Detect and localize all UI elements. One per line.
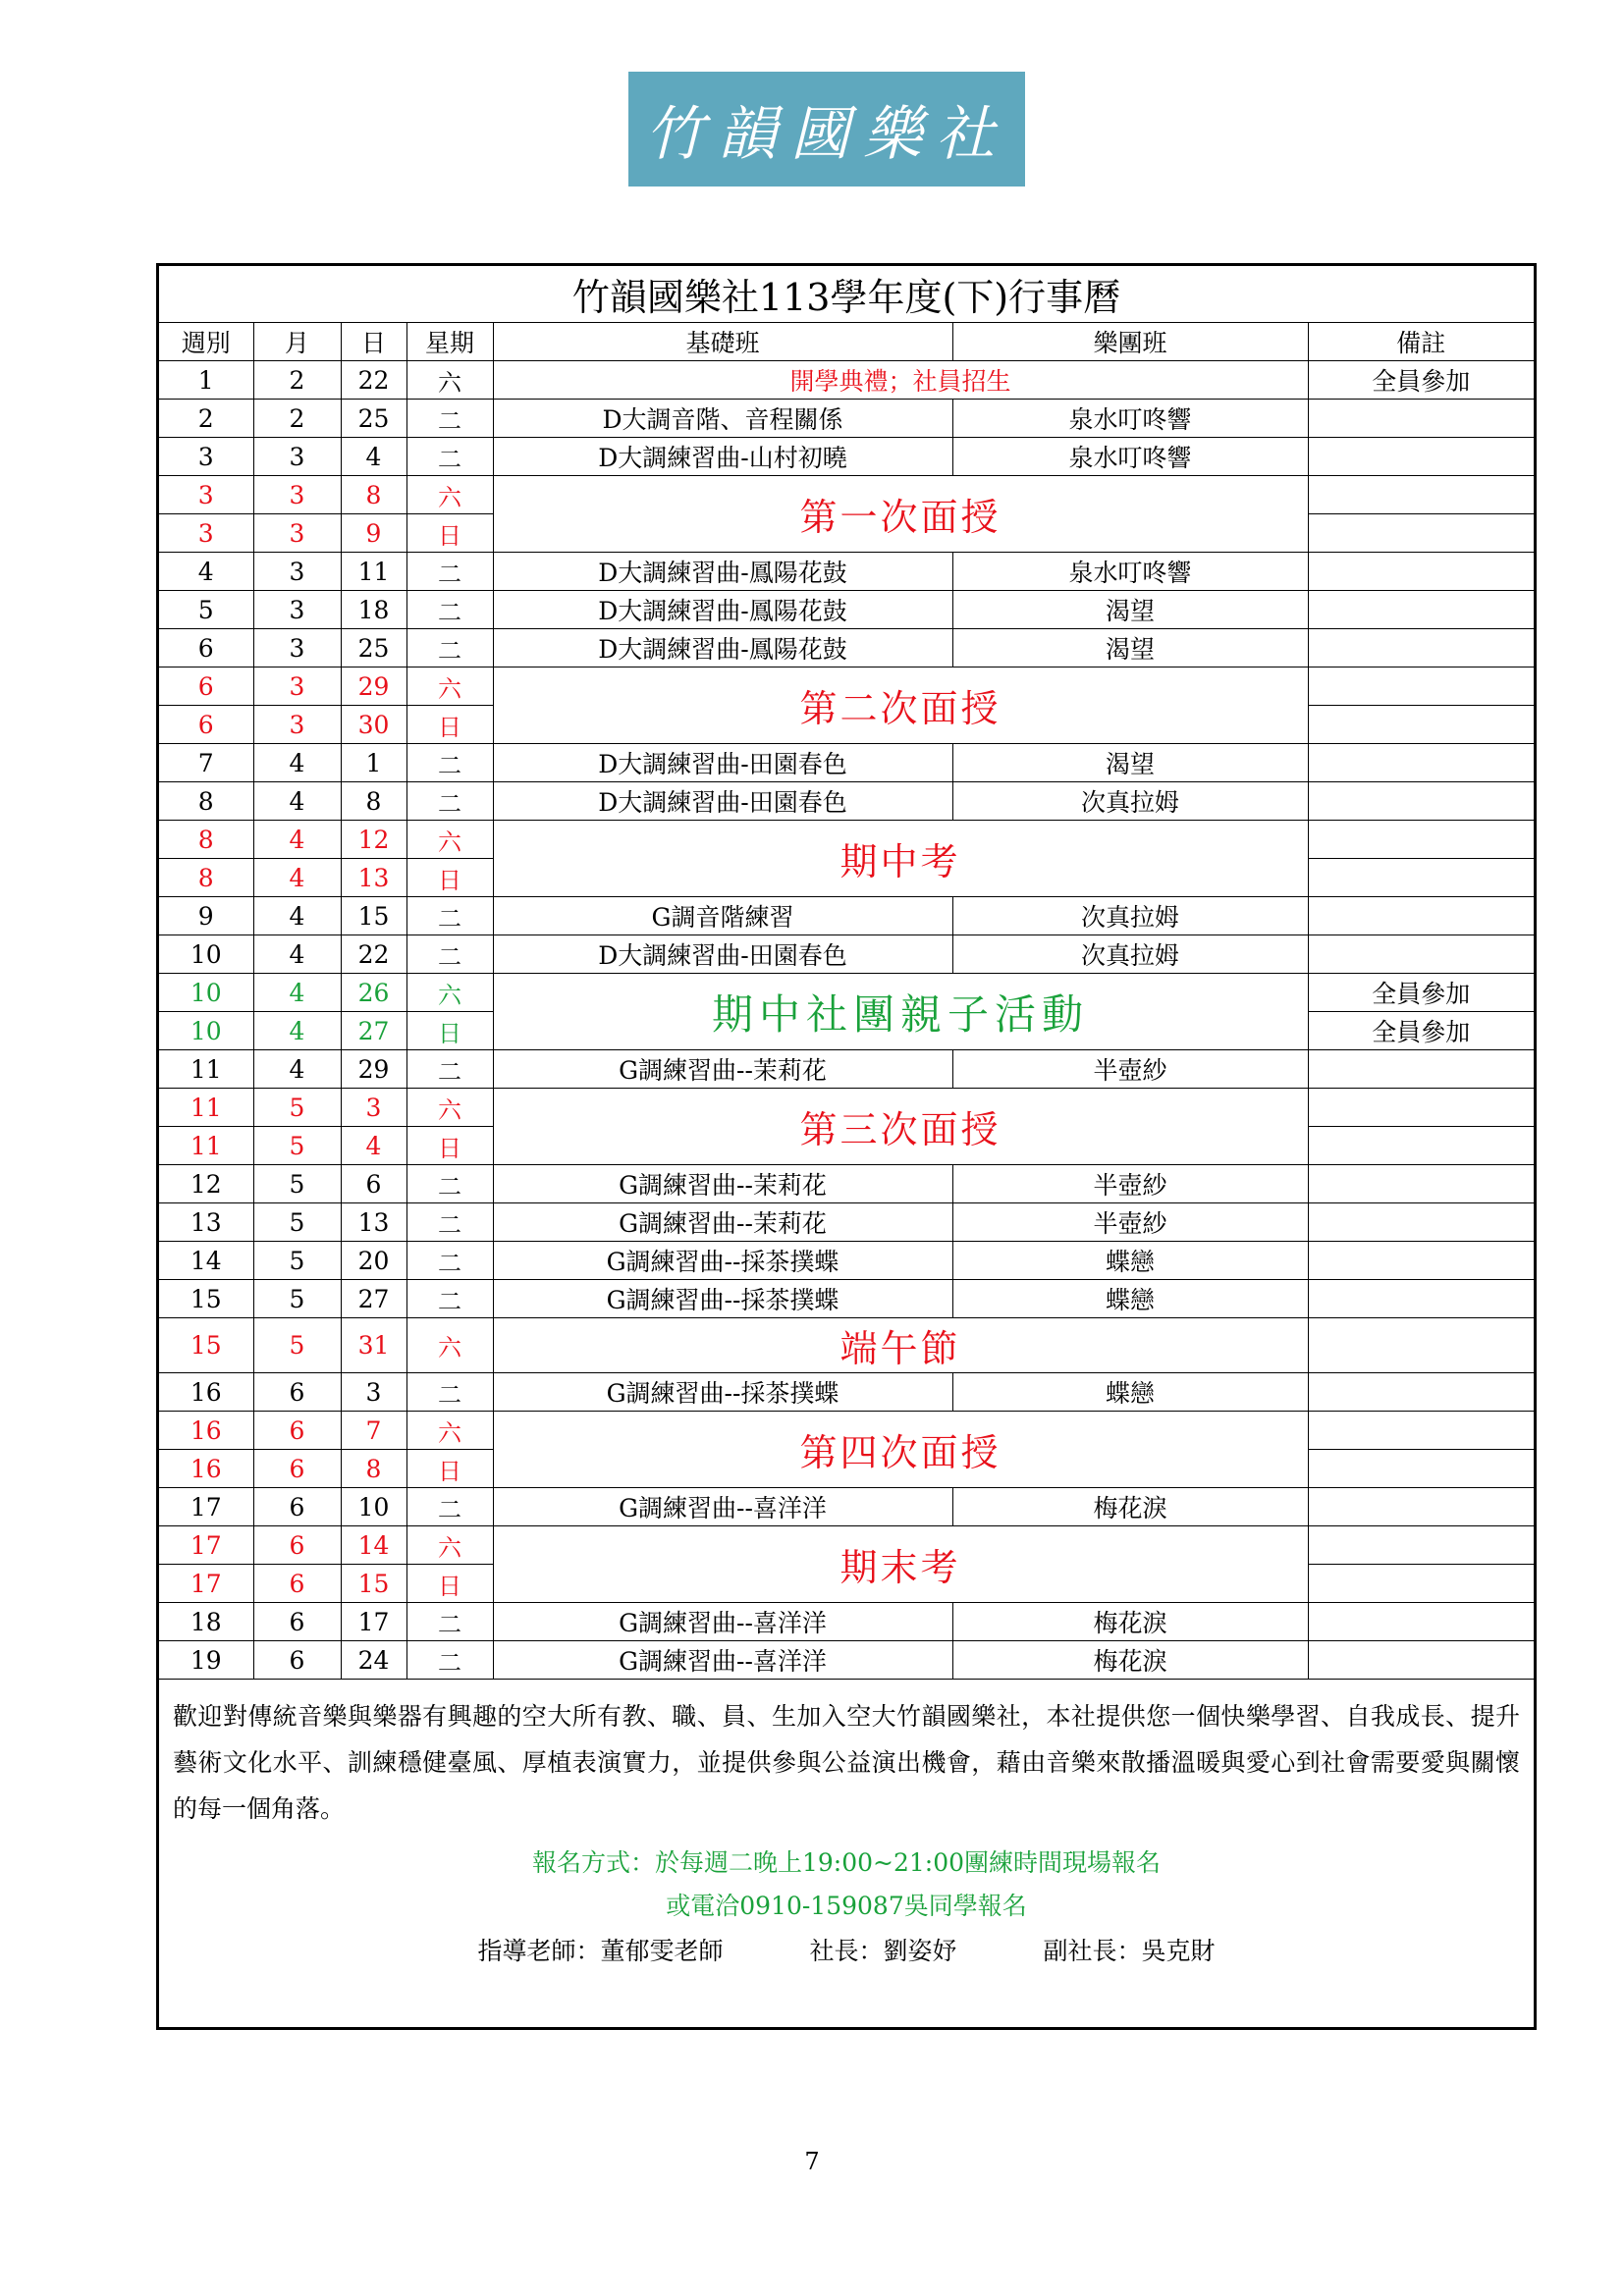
day-cell: 31 xyxy=(341,1318,406,1373)
week-cell: 13 xyxy=(159,1203,253,1242)
note-cell xyxy=(1308,1641,1534,1680)
table-row xyxy=(159,1089,1534,1127)
table-row xyxy=(159,667,1534,706)
day-cell: 10 xyxy=(341,1488,406,1526)
table-row xyxy=(159,782,1534,821)
vice-president: 副社長：吳克財 xyxy=(1043,1937,1216,1965)
table-row xyxy=(159,1373,1534,1412)
band-class-cell: 次真拉姆 xyxy=(952,935,1308,974)
week-cell: 3 xyxy=(159,438,253,476)
signup-method: 報名方式：於每週二晚上19:00~21:00團練時間現場報名 xyxy=(531,1848,1162,1877)
month-cell: 4 xyxy=(253,974,341,1012)
week-cell: 15 xyxy=(159,1280,253,1318)
day-cell: 25 xyxy=(341,400,406,438)
note-cell xyxy=(1308,1603,1534,1641)
table-row xyxy=(159,629,1534,667)
basic-class-cell: G調練習曲--採茶撲蝶 xyxy=(493,1373,952,1412)
basic-class-cell: G調練習曲--茉莉花 xyxy=(493,1050,952,1089)
club-logo xyxy=(628,72,1025,187)
note-cell xyxy=(1308,1203,1534,1242)
day-cell: 7 xyxy=(341,1412,406,1450)
week-cell: 1 xyxy=(159,361,253,400)
band-class-cell: 泉水叮咚響 xyxy=(952,438,1308,476)
basic-class-cell: G調音階練習 xyxy=(493,897,952,935)
month-cell: 6 xyxy=(253,1412,341,1450)
day-cell: 3 xyxy=(341,1373,406,1412)
table-row xyxy=(159,1641,1534,1680)
weekday-cell: 二 xyxy=(406,591,493,629)
weekday-cell: 日 xyxy=(406,1012,493,1050)
table-row xyxy=(159,935,1534,974)
band-class-cell: 半壺紗 xyxy=(952,1050,1308,1089)
basic-class-cell: G調練習曲--喜洋洋 xyxy=(493,1488,952,1526)
month-cell: 5 xyxy=(253,1089,341,1127)
day-cell: 4 xyxy=(341,1127,406,1165)
page-number: 7 xyxy=(804,2148,820,2175)
week-cell: 8 xyxy=(159,859,253,897)
weekday-cell: 日 xyxy=(406,706,493,744)
basic-class-cell: D大調練習曲-鳳陽花鼓 xyxy=(493,553,952,591)
weekday-cell: 六 xyxy=(406,361,493,400)
weekday-cell: 日 xyxy=(406,1127,493,1165)
month-cell: 3 xyxy=(253,476,341,514)
note-cell xyxy=(1308,1450,1534,1488)
month-cell: 6 xyxy=(253,1488,341,1526)
month-cell: 4 xyxy=(253,897,341,935)
month-cell: 2 xyxy=(253,361,341,400)
band-class-cell: 半壺紗 xyxy=(952,1165,1308,1203)
note-cell xyxy=(1308,629,1534,667)
week-cell: 6 xyxy=(159,629,253,667)
band-class-cell: 泉水叮咚響 xyxy=(952,553,1308,591)
table-row xyxy=(159,591,1534,629)
day-cell: 13 xyxy=(341,1203,406,1242)
week-cell: 3 xyxy=(159,514,253,553)
day-cell: 11 xyxy=(341,553,406,591)
band-class-cell: 次真拉姆 xyxy=(952,897,1308,935)
month-cell: 6 xyxy=(253,1526,341,1565)
month-cell: 4 xyxy=(253,935,341,974)
day-cell: 15 xyxy=(341,1565,406,1603)
day-cell: 14 xyxy=(341,1526,406,1565)
day-cell: 8 xyxy=(341,782,406,821)
table-row xyxy=(159,1603,1534,1641)
basic-class-cell: G調練習曲--喜洋洋 xyxy=(493,1603,952,1641)
day-cell: 22 xyxy=(341,935,406,974)
note-cell xyxy=(1308,1242,1534,1280)
day-cell: 17 xyxy=(341,1603,406,1641)
table-row xyxy=(159,821,1534,859)
event-cell: 第一次面授 xyxy=(493,476,1308,553)
month-cell: 3 xyxy=(253,667,341,706)
weekday-cell: 二 xyxy=(406,935,493,974)
event-cell: 開學典禮；社員招生 xyxy=(493,361,1308,400)
weekday-cell: 二 xyxy=(406,1603,493,1641)
month-cell: 5 xyxy=(253,1280,341,1318)
month-cell: 6 xyxy=(253,1450,341,1488)
table-row xyxy=(159,400,1534,438)
note-cell xyxy=(1308,1373,1534,1412)
month-cell: 5 xyxy=(253,1127,341,1165)
weekday-cell: 二 xyxy=(406,400,493,438)
month-cell: 4 xyxy=(253,1012,341,1050)
table-row xyxy=(159,1488,1534,1526)
header-week: 週別 xyxy=(159,323,253,361)
day-cell: 30 xyxy=(341,706,406,744)
note-cell xyxy=(1308,400,1534,438)
logo-text: 竹韻國樂社 xyxy=(645,99,1008,169)
table-row xyxy=(159,1203,1534,1242)
note-cell xyxy=(1308,1089,1534,1127)
header-band-class: 樂團班 xyxy=(952,323,1308,361)
basic-class-cell: D大調練習曲-田園春色 xyxy=(493,744,952,782)
president: 社長：劉姿妤 xyxy=(809,1937,957,1965)
day-cell: 22 xyxy=(341,361,406,400)
band-class-cell: 梅花淚 xyxy=(952,1603,1308,1641)
weekday-cell: 二 xyxy=(406,438,493,476)
basic-class-cell: G調練習曲--喜洋洋 xyxy=(493,1641,952,1680)
note-cell xyxy=(1308,935,1534,974)
week-cell: 16 xyxy=(159,1373,253,1412)
band-class-cell: 泉水叮咚響 xyxy=(952,400,1308,438)
week-cell: 17 xyxy=(159,1488,253,1526)
week-cell: 10 xyxy=(159,974,253,1012)
week-cell: 11 xyxy=(159,1089,253,1127)
week-cell: 2 xyxy=(159,400,253,438)
month-cell: 2 xyxy=(253,400,341,438)
table-row xyxy=(159,1318,1534,1373)
month-cell: 3 xyxy=(253,591,341,629)
month-cell: 5 xyxy=(253,1318,341,1373)
week-cell: 3 xyxy=(159,476,253,514)
calendar-rows xyxy=(159,361,1534,1680)
note-cell xyxy=(1308,476,1534,514)
day-cell: 20 xyxy=(341,1242,406,1280)
basic-class-cell: D大調練習曲-田園春色 xyxy=(493,782,952,821)
note-cell xyxy=(1308,782,1534,821)
month-cell: 6 xyxy=(253,1603,341,1641)
band-class-cell: 梅花淚 xyxy=(952,1488,1308,1526)
day-cell: 12 xyxy=(341,821,406,859)
weekday-cell: 二 xyxy=(406,1165,493,1203)
note-cell xyxy=(1308,1488,1534,1526)
basic-class-cell: D大調練習曲-山村初曉 xyxy=(493,438,952,476)
day-cell: 29 xyxy=(341,667,406,706)
table-row xyxy=(159,1165,1534,1203)
week-cell: 15 xyxy=(159,1318,253,1373)
weekday-cell: 二 xyxy=(406,1203,493,1242)
note-cell xyxy=(1308,1526,1534,1565)
month-cell: 5 xyxy=(253,1242,341,1280)
table-row xyxy=(159,744,1534,782)
band-class-cell: 半壺紗 xyxy=(952,1203,1308,1242)
header-month: 月 xyxy=(253,323,341,361)
month-cell: 4 xyxy=(253,821,341,859)
table-row xyxy=(159,974,1534,1012)
note-cell xyxy=(1308,706,1534,744)
day-cell: 18 xyxy=(341,591,406,629)
month-cell: 3 xyxy=(253,438,341,476)
calendar-title: 竹韻國樂社113學年度(下)行事曆 xyxy=(159,266,1534,323)
week-cell: 6 xyxy=(159,706,253,744)
teacher: 指導老師：董郁雯老師 xyxy=(477,1937,724,1965)
band-class-cell: 蝶戀 xyxy=(952,1280,1308,1318)
note-cell xyxy=(1308,667,1534,706)
weekday-cell: 六 xyxy=(406,476,493,514)
calendar-table xyxy=(159,266,1534,1680)
day-cell: 9 xyxy=(341,514,406,553)
signup-phone: 或電洽0910-159087吳同學報名 xyxy=(666,1892,1027,1920)
event-cell: 第二次面授 xyxy=(493,667,1308,744)
weekday-cell: 二 xyxy=(406,744,493,782)
basic-class-cell: G調練習曲--採茶撲蝶 xyxy=(493,1280,952,1318)
month-cell: 5 xyxy=(253,1165,341,1203)
month-cell: 3 xyxy=(253,629,341,667)
note-cell xyxy=(1308,553,1534,591)
note-cell: 全員參加 xyxy=(1308,1012,1534,1050)
note-cell xyxy=(1308,821,1534,859)
header-weekday: 星期 xyxy=(406,323,493,361)
basic-class-cell: D大調練習曲-鳳陽花鼓 xyxy=(493,629,952,667)
weekday-cell: 二 xyxy=(406,1050,493,1089)
weekday-cell: 六 xyxy=(406,1318,493,1373)
table-row xyxy=(159,1280,1534,1318)
band-class-cell: 次真拉姆 xyxy=(952,782,1308,821)
note-cell xyxy=(1308,1565,1534,1603)
event-cell: 期中社團親子活動 xyxy=(493,974,1308,1050)
weekday-cell: 二 xyxy=(406,629,493,667)
weekday-cell: 二 xyxy=(406,553,493,591)
header-basic-class: 基礎班 xyxy=(493,323,952,361)
note-cell xyxy=(1308,744,1534,782)
weekday-cell: 二 xyxy=(406,782,493,821)
staff-line xyxy=(159,1930,1534,1973)
event-cell: 第四次面授 xyxy=(493,1412,1308,1488)
weekday-cell: 日 xyxy=(406,1565,493,1603)
weekday-cell: 六 xyxy=(406,667,493,706)
week-cell: 8 xyxy=(159,821,253,859)
day-cell: 8 xyxy=(341,1450,406,1488)
month-cell: 3 xyxy=(253,706,341,744)
weekday-cell: 二 xyxy=(406,1280,493,1318)
week-cell: 6 xyxy=(159,667,253,706)
table-row xyxy=(159,438,1534,476)
basic-class-cell: G調練習曲--茉莉花 xyxy=(493,1203,952,1242)
note-cell: 全員參加 xyxy=(1308,361,1534,400)
week-cell: 18 xyxy=(159,1603,253,1641)
event-cell: 端午節 xyxy=(493,1318,1308,1373)
weekday-cell: 二 xyxy=(406,1242,493,1280)
table-row xyxy=(159,1412,1534,1450)
week-cell: 14 xyxy=(159,1242,253,1280)
note-cell xyxy=(1308,1318,1534,1373)
basic-class-cell: D大調音階、音程關係 xyxy=(493,400,952,438)
month-cell: 4 xyxy=(253,1050,341,1089)
note-cell xyxy=(1308,1127,1534,1165)
month-cell: 4 xyxy=(253,782,341,821)
week-cell: 16 xyxy=(159,1412,253,1450)
week-cell: 7 xyxy=(159,744,253,782)
header-note: 備註 xyxy=(1308,323,1534,361)
table-row xyxy=(159,897,1534,935)
day-cell: 27 xyxy=(341,1012,406,1050)
week-cell: 8 xyxy=(159,782,253,821)
intro-text: 歡迎對傳統音樂與樂器有興趣的空大所有教、職、員、生加入空大竹韻國樂社，本社提供您一個快樂學習、自我成長、提升藝術文化水平、訓練穩健臺風、厚植表演實力，並提供參與公益演出機會，藉由音樂來散播溫暖與愛心到社會需要愛與關懷的每一個角落。 xyxy=(173,1702,1520,1823)
weekday-cell: 二 xyxy=(406,1641,493,1680)
month-cell: 6 xyxy=(253,1641,341,1680)
note-cell xyxy=(1308,897,1534,935)
calendar-sheet xyxy=(156,263,1537,2030)
table-row xyxy=(159,1526,1534,1565)
week-cell: 12 xyxy=(159,1165,253,1203)
weekday-cell: 六 xyxy=(406,821,493,859)
day-cell: 26 xyxy=(341,974,406,1012)
band-class-cell: 梅花淚 xyxy=(952,1641,1308,1680)
band-class-cell: 渴望 xyxy=(952,629,1308,667)
note-cell xyxy=(1308,1165,1534,1203)
note-cell xyxy=(1308,591,1534,629)
month-cell: 6 xyxy=(253,1565,341,1603)
weekday-cell: 日 xyxy=(406,1450,493,1488)
day-cell: 25 xyxy=(341,629,406,667)
table-row xyxy=(159,1242,1534,1280)
note-cell xyxy=(1308,1412,1534,1450)
week-cell: 17 xyxy=(159,1526,253,1565)
week-cell: 9 xyxy=(159,897,253,935)
band-class-cell: 蝶戀 xyxy=(952,1373,1308,1412)
month-cell: 3 xyxy=(253,553,341,591)
table-row xyxy=(159,476,1534,514)
event-cell: 期中考 xyxy=(493,821,1308,897)
weekday-cell: 六 xyxy=(406,1412,493,1450)
day-cell: 3 xyxy=(341,1089,406,1127)
week-cell: 19 xyxy=(159,1641,253,1680)
note-cell xyxy=(1308,514,1534,553)
week-cell: 4 xyxy=(159,553,253,591)
note-cell: 全員參加 xyxy=(1308,974,1534,1012)
weekday-cell: 六 xyxy=(406,974,493,1012)
table-row xyxy=(159,553,1534,591)
week-cell: 10 xyxy=(159,1012,253,1050)
week-cell: 17 xyxy=(159,1565,253,1603)
weekday-cell: 六 xyxy=(406,1089,493,1127)
month-cell: 4 xyxy=(253,859,341,897)
note-cell xyxy=(1308,1280,1534,1318)
band-class-cell: 蝶戀 xyxy=(952,1242,1308,1280)
note-cell xyxy=(1308,1050,1534,1089)
day-cell: 24 xyxy=(341,1641,406,1680)
basic-class-cell: D大調練習曲-田園春色 xyxy=(493,935,952,974)
basic-class-cell: G調練習曲--採茶撲蝶 xyxy=(493,1242,952,1280)
week-cell: 11 xyxy=(159,1127,253,1165)
week-cell: 16 xyxy=(159,1450,253,1488)
week-cell: 5 xyxy=(159,591,253,629)
month-cell: 3 xyxy=(253,514,341,553)
day-cell: 4 xyxy=(341,438,406,476)
note-cell xyxy=(1308,859,1534,897)
weekday-cell: 二 xyxy=(406,1373,493,1412)
day-cell: 13 xyxy=(341,859,406,897)
table-row xyxy=(159,1050,1534,1089)
basic-class-cell: D大調練習曲-鳳陽花鼓 xyxy=(493,591,952,629)
weekday-cell: 二 xyxy=(406,1488,493,1526)
weekday-cell: 日 xyxy=(406,859,493,897)
weekday-cell: 日 xyxy=(406,514,493,553)
week-cell: 10 xyxy=(159,935,253,974)
day-cell: 29 xyxy=(341,1050,406,1089)
band-class-cell: 渴望 xyxy=(952,744,1308,782)
event-cell: 第三次面授 xyxy=(493,1089,1308,1165)
day-cell: 8 xyxy=(341,476,406,514)
month-cell: 4 xyxy=(253,744,341,782)
day-cell: 6 xyxy=(341,1165,406,1203)
day-cell: 1 xyxy=(341,744,406,782)
header-day: 日 xyxy=(341,323,406,361)
note-cell xyxy=(1308,438,1534,476)
month-cell: 5 xyxy=(253,1203,341,1242)
week-cell: 11 xyxy=(159,1050,253,1089)
event-cell: 期末考 xyxy=(493,1526,1308,1603)
day-cell: 15 xyxy=(341,897,406,935)
band-class-cell: 渴望 xyxy=(952,591,1308,629)
weekday-cell: 二 xyxy=(406,897,493,935)
month-cell: 6 xyxy=(253,1373,341,1412)
table-row xyxy=(159,361,1534,400)
basic-class-cell: G調練習曲--茉莉花 xyxy=(493,1165,952,1203)
weekday-cell: 六 xyxy=(406,1526,493,1565)
day-cell: 27 xyxy=(341,1280,406,1318)
